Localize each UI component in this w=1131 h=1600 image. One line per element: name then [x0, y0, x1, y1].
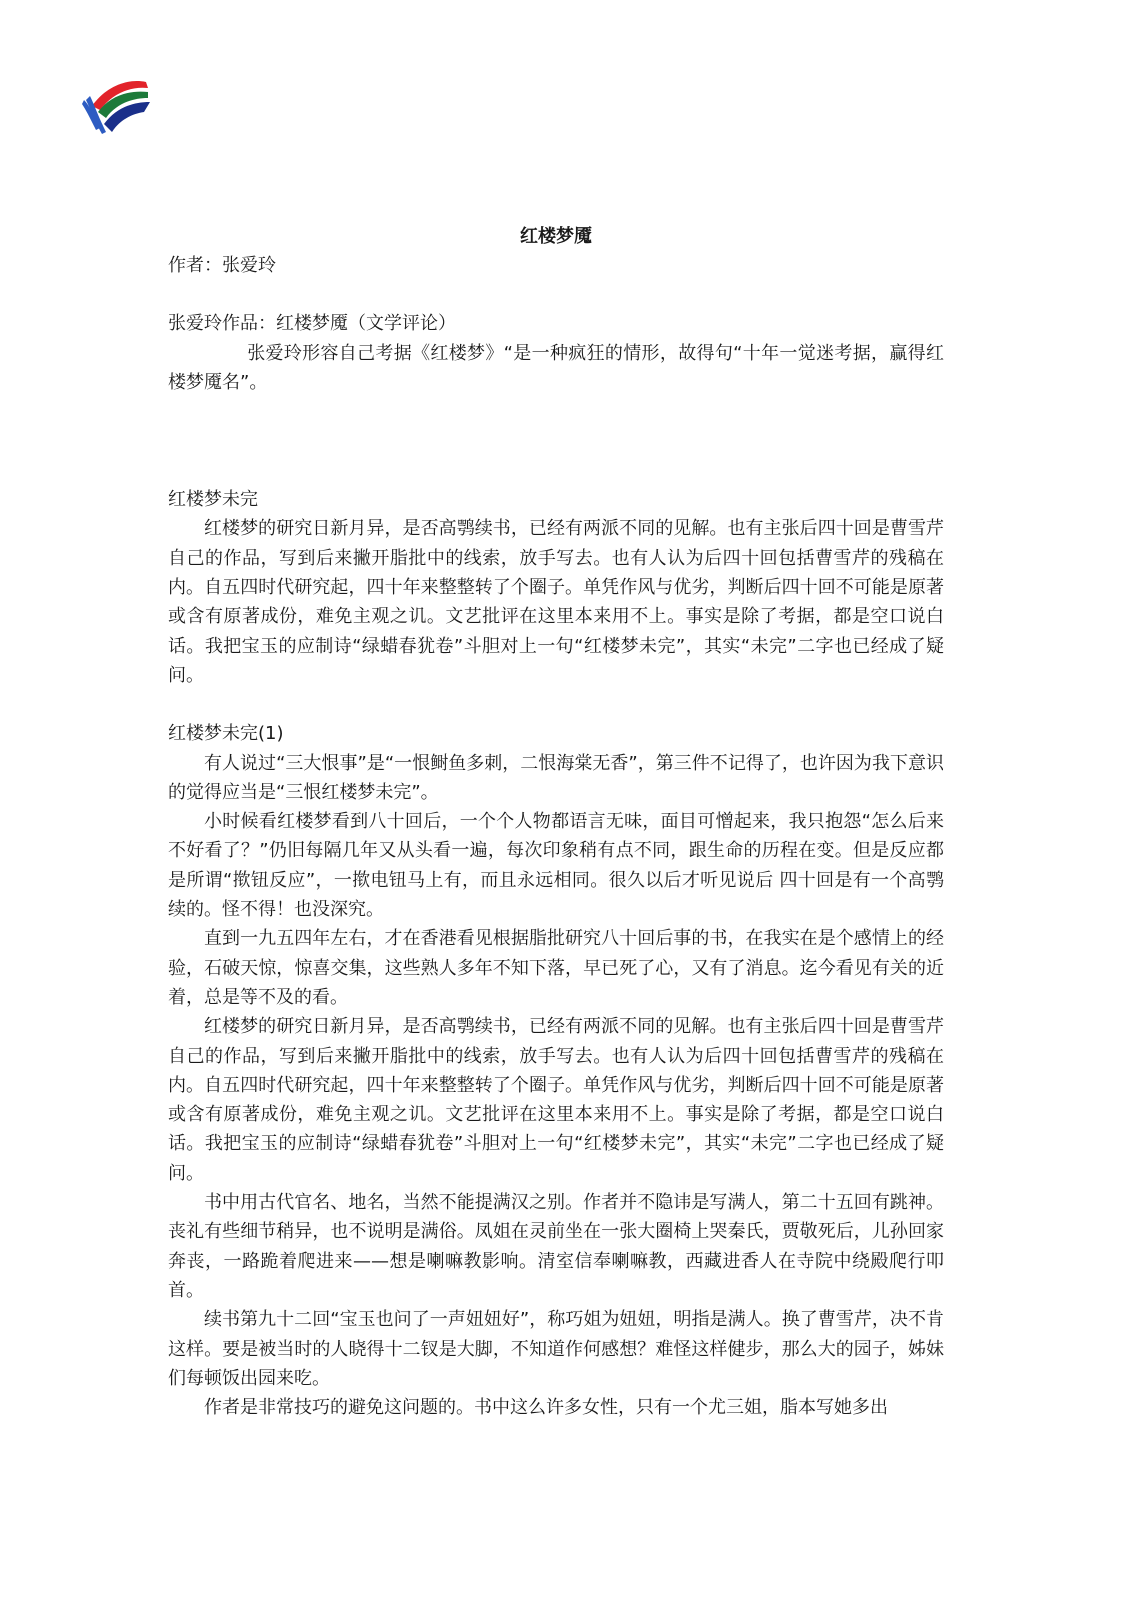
section-hongloumeng-weiwan: [168, 485, 944, 690]
paragraph: 小时候看红楼梦看到八十回后，一个个人物都语言无味，面目可憎起来，我只抱怨“怎么后来不好看了？”仍旧每隔几年又从头看一遍，每次印象稍有点不同，跟生命的历程在变。但是反应都是所谓“揿钮反应”，一揿电钮马上有，而且永远相同。很久以后才听见说后 四十回是有一个高鹗续的。怪不得！也没深究。: [168, 811, 944, 921]
author-line: 作者：张爱玲: [168, 255, 276, 276]
intro-paragraph: 张爱玲形容自己考据《红楼梦》“是一种疯狂的情形，故得句“十年一觉迷考据，赢得红楼梦魇名”。: [168, 342, 944, 393]
paragraph: 红楼梦的研究日新月异，是否高鹗续书，已经有两派不同的见解。也有主张后四十回是曹雪芹自己的作品，写到后来撇开脂批中的线索，放手写去。也有人认为后四十回包括曹雪芹的残稿在内。自五四时代研究起，四十年来整整转了个圈子。单凭作风与优劣，判断后四十回不可能是原著或含有原著成份，难免主观之讥。文艺批评在这里本来用不上。事实是除了考据，都是空口说白话。我把宝玉的应制诗“绿蜡春犹卷”斗胆对上一句“红楼梦未完”，其实“未完”二字也已经成了疑问。: [168, 518, 944, 686]
document-title: 红楼梦魇: [520, 226, 592, 247]
paragraph: 有人说过“三大恨事”是“一恨鲥鱼多刺，二恨海棠无香”，第三件不记得了，也许因为我下意识的觉得应当是“三恨红楼梦未完”。: [168, 752, 944, 803]
section-hongloumeng-weiwan-1: [168, 719, 944, 1422]
paragraph: 直到一九五四年左右，才在香港看见根据脂批研究八十回后事的书，在我实在是个感情上的经验，石破天惊，惊喜交集，这些熟人多年不知下落，早已死了心，又有了消息。迄今看见有关的近着，总是等不及的看。: [168, 928, 944, 1008]
section-heading: 红楼梦未完(1): [168, 723, 284, 745]
paragraph: 红楼梦的研究日新月异，是否高鹗续书，已经有两派不同的见解。也有主张后四十回是曹雪芹自己的作品，写到后来撇开脂批中的线索，放手写去。也有人认为后四十回包括曹雪芹的残稿在内。自五四时代研究起，四十年来整整转了个圈子。单凭作风与优劣，判断后四十回不可能是原著或含有原著成份，难免主观之讥。文艺批评在这里本来用不上。事实是除了考据，都是空口说白话。我把宝玉的应制诗“绿蜡春犹卷”斗胆对上一句“红楼梦未完”，其实“未完”二字也已经成了疑问。: [168, 1016, 944, 1184]
work-line: 张爱玲作品：红楼梦魇（文学评论）: [168, 313, 456, 335]
document-body: [168, 222, 944, 1422]
paragraph: 书中用古代官名、地名，当然不能提满汉之别。作者并不隐讳是写满人，第二十五回有跳神。丧礼有些细节稍异，也不说明是满俗。凤姐在灵前坐在一张大圈椅上哭秦氏，贾敬死后，儿孙回家奔丧，一路跪着爬进来——想是喇嘛教影响。清室信奉喇嘛教，西藏进香人在寺院中绕殿爬行叩首。: [168, 1192, 944, 1301]
section-heading: 红楼梦未完: [168, 489, 258, 511]
paragraph: 作者是非常技巧的避免这问题的。书中这么许多女性，只有一个尤三姐，脂本写她多出: [204, 1397, 888, 1419]
publisher-logo-icon: [78, 72, 158, 142]
paragraph: 续书第九十二回“宝玉也问了一声妞妞好”，称巧姐为妞妞，明指是满人。换了曹雪芹，决不肯这样。要是被当时的人晓得十二钗是大脚，不知道作何感想？难怪这样健步，那么大的园子，姊妹们每顿饭出园来吃。: [168, 1309, 944, 1389]
